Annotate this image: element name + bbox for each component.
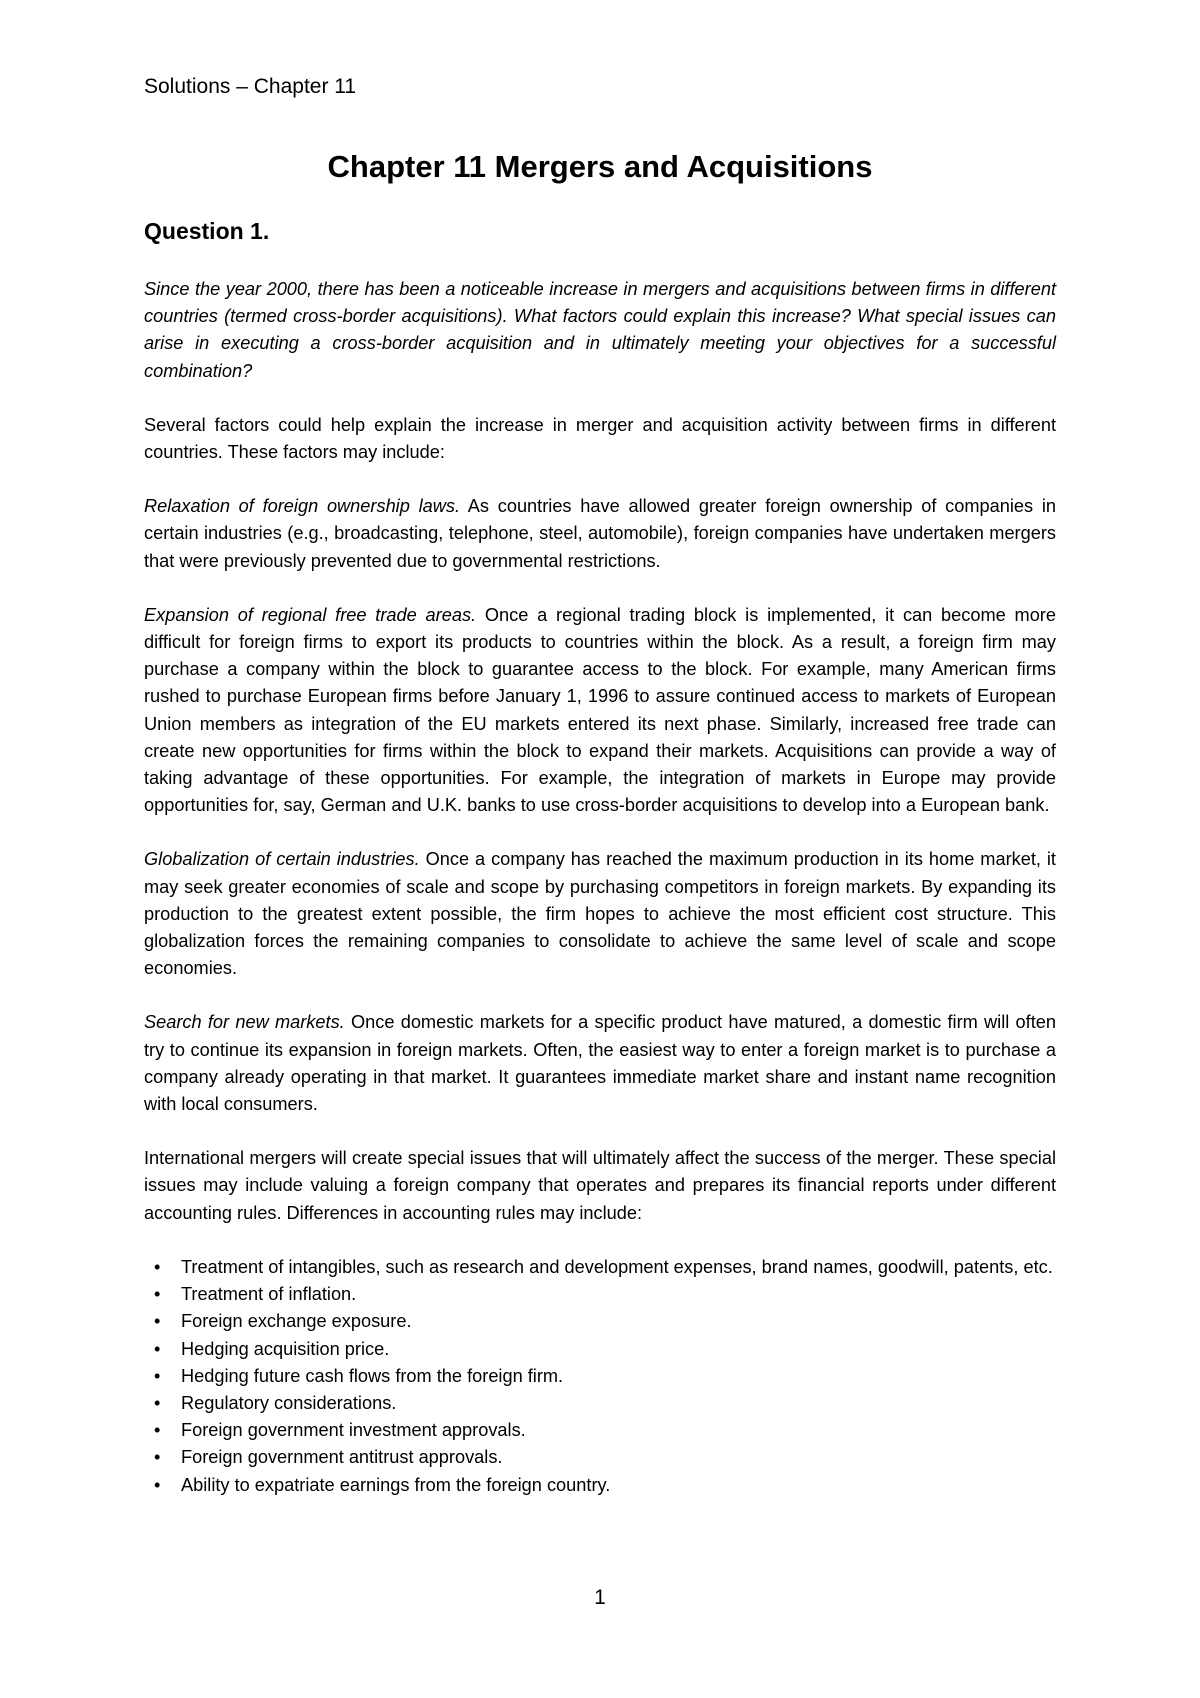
bullet-icon: • (154, 1420, 161, 1441)
factor-topic: Search for new markets. (144, 1012, 345, 1033)
bullet-icon: • (154, 1338, 161, 1359)
page-number: 1 (594, 1586, 606, 1609)
list-item (144, 1254, 1056, 1281)
factor-topic: Relaxation of foreign ownership laws. (144, 496, 461, 517)
question-text: Since the year 2000, there has been a noticeable increase in mergers and acquisitions between firms in different countries (termed cross-border acquisitions). What factors could explain this increase? What special issues can arise in executing a cross-border acquisition and in ultimately meeting your objectives for a successful combination? (144, 279, 1056, 381)
factor-paragraph (144, 846, 1056, 982)
list-item-text: Treatment of intangibles, such as research and development expenses, brand names, goodwill, patents, etc. (181, 1256, 1053, 1277)
document-body (144, 276, 1056, 1499)
list-item (144, 1336, 1056, 1363)
factor-paragraph (144, 493, 1056, 575)
factor-text: As countries have allowed greater foreign ownership of companies in certain industries (e.g., broadcasting, telephone, steel, automobile), foreign companies have undertaken mergers that were previously prevented due to governmental restrictions. (144, 496, 1056, 571)
list-item (144, 1417, 1056, 1444)
list-item-text: Foreign government antitrust approvals. (181, 1447, 503, 1468)
factor-paragraph (144, 602, 1056, 820)
list-item-text: Regulatory considerations. (181, 1392, 397, 1413)
list-item (144, 1444, 1056, 1471)
list-item (144, 1363, 1056, 1390)
factor-topic: Globalization of certain industries. (144, 849, 420, 870)
list-item-text: Foreign exchange exposure. (181, 1311, 412, 1332)
running-header: Solutions – Chapter 11 (144, 75, 357, 98)
bullet-icon: • (154, 1474, 161, 1495)
bullet-icon: • (154, 1365, 161, 1386)
factor-text: Once a regional trading block is implemented, it can become more difficult for foreign firms to export its products to countries within the block. As a result, a foreign firm may purchase a company within the block to guarantee access to the block. For example, many American firms rushed to purchase European firms before January 1, 1996 to assure continued access to markets of European Union members as integration of the EU markets entered its next phase. Similarly, increased free trade can create new opportunities for firms within the block to expand their markets. Acquisitions can provide a way of taking advantage of these opportunities. For example, the integration of markets in Europe may provide opportunities for, say, German and U.K. banks to use cross-border acquisitions to develop into a European bank. (144, 604, 1056, 816)
question-heading: Question 1. (144, 218, 270, 244)
list-item (144, 1390, 1056, 1417)
list-item-text: Hedging acquisition price. (181, 1338, 390, 1359)
bullet-icon: • (154, 1284, 161, 1305)
list-item (144, 1281, 1056, 1308)
intro-paragraph: Several factors could help explain the increase in merger and acquisition activity between firms in different countries. These factors may include: (144, 414, 1056, 463)
list-item-text: Ability to expatriate earnings from the foreign country. (181, 1474, 611, 1495)
factor-text: Once domestic markets for a specific product have matured, a domestic firm will often try to continue its expansion in foreign markets. Often, the easiest way to enter a foreign market is to purchase a company already operating in that market. It guarantees immediate market share and instant name recognition with local consumers. (144, 1012, 1056, 1115)
list-item (144, 1472, 1056, 1499)
list-item-text: Treatment of inflation. (181, 1284, 357, 1305)
factor-text: Once a company has reached the maximum production in its home market, it may seek greater economies of scale and scope by purchasing competitors in foreign markets. By expanding its production to the greatest extent possible, the firm hopes to achieve the most efficient cost structure. This globalization forces the remaining companies to consolidate to achieve the same level of scale and scope economies. (144, 849, 1056, 979)
list-item-text: Hedging future cash flows from the foreign firm. (181, 1365, 564, 1386)
special-issues-paragraph: International mergers will create special issues that will ultimately affect the success of the merger. These special issues may include valuing a foreign company that operates and prepares its financial reports under different accounting rules. Differences in accounting rules may include: (144, 1148, 1056, 1223)
bullet-icon: • (154, 1256, 161, 1277)
bullet-icon: • (154, 1447, 161, 1468)
document-title: Chapter 11 Mergers and Acquisitions (327, 149, 873, 184)
bullet-icon: • (154, 1392, 161, 1413)
accounting-differences-list (144, 1254, 1056, 1499)
list-item (144, 1308, 1056, 1335)
list-item-text: Foreign government investment approvals. (181, 1420, 526, 1441)
bullet-icon: • (154, 1311, 161, 1332)
factor-topic: Expansion of regional free trade areas. (144, 604, 477, 625)
factor-paragraph (144, 1009, 1056, 1118)
